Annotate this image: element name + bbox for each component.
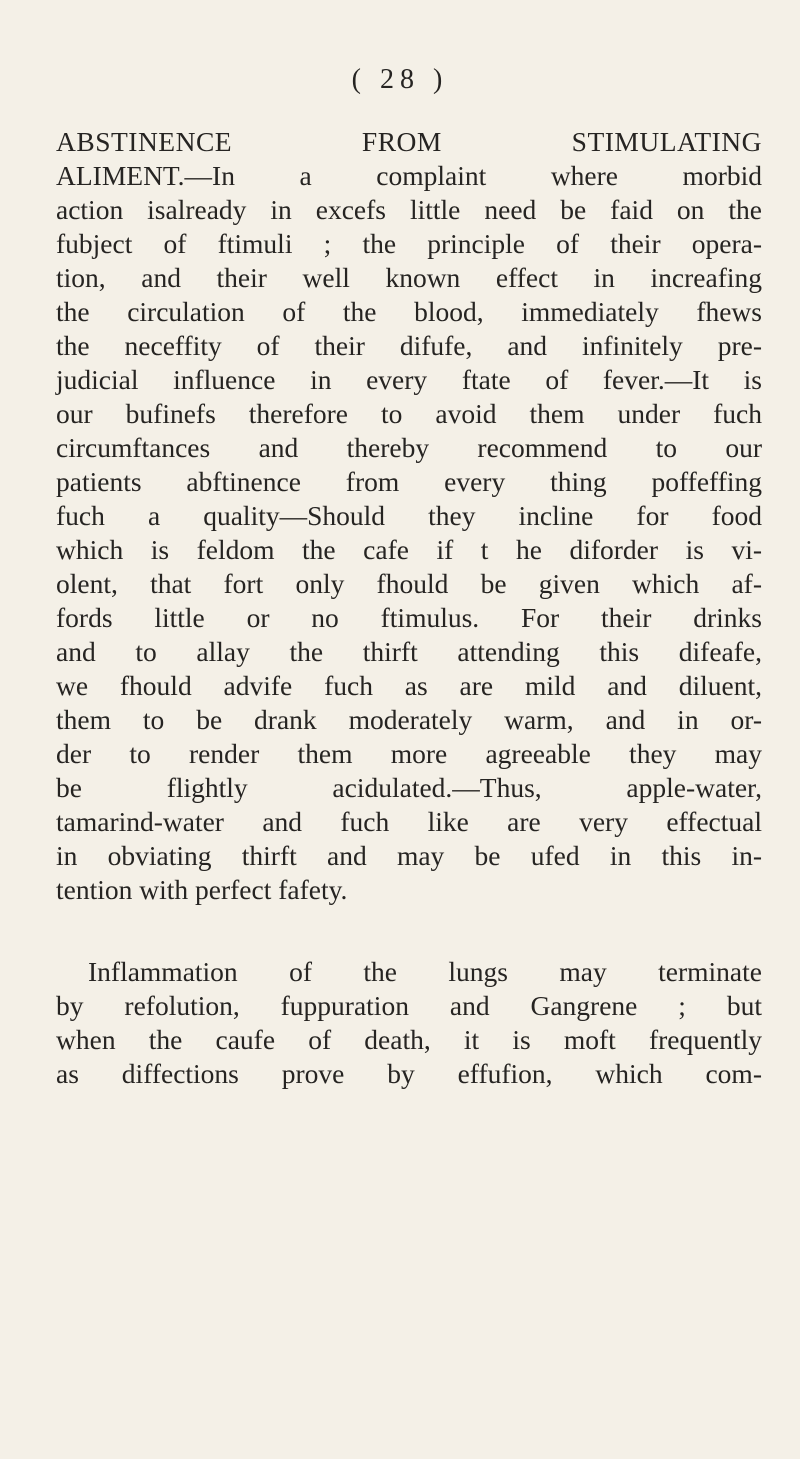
text-line: action isalready in excefs little need be faid on the: [56, 194, 762, 225]
text-line: fuch a quality—Should they incline for food: [56, 500, 762, 531]
text-line: tention with perfect fafety.: [56, 874, 348, 905]
text-line: in obviating thirft and may be ufed in this in-: [56, 840, 762, 871]
text-line: by refolution, fuppuration and Gangrene ; but: [56, 990, 762, 1021]
text-line: tamarind-water and fuch like are very effectual: [56, 806, 762, 837]
text-line: as diffections prove by effufion, which com-: [56, 1058, 762, 1089]
text-line: circumftances and thereby recommend to our: [56, 432, 762, 463]
text-line: our bufinefs therefore to avoid them under fuch: [56, 398, 762, 429]
text-line: the circulation of the blood, immediately fhews: [56, 296, 762, 327]
text-line: patients abftinence from every thing poffeffing: [56, 466, 762, 497]
text-line: the neceffity of their difufe, and infinitely pre-: [56, 330, 762, 361]
text-line: tion, and their well known effect in increafing: [56, 262, 762, 293]
text-line: and to allay the thirft attending this difeafe,: [56, 636, 762, 667]
text-line: them to be drank moderately warm, and in or-: [56, 704, 762, 735]
text-line: be flightly acidulated.—Thus, apple-water,: [56, 772, 762, 803]
text-line: which is feldom the cafe if t he diforder is vi-: [56, 534, 762, 565]
text-line: der to render them more agreeable they may: [56, 738, 762, 769]
text-line: ALIMENT.—In a complaint where morbid: [56, 160, 762, 191]
text-line: fords little or no ftimulus. For their drinks: [56, 602, 762, 633]
text-line: we fhould advife fuch as are mild and diluent,: [56, 670, 762, 701]
text-line: fubject of ftimuli ; the principle of their opera-: [56, 228, 762, 259]
text-line: when the caufe of death, it is moft frequently: [56, 1024, 762, 1055]
text-line: judicial influence in every ftate of fever.—It is: [56, 364, 762, 395]
page-number: ( 28 ): [351, 64, 449, 95]
text-line: olent, that fort only fhould be given which af-: [56, 568, 762, 599]
text-line: ABSTINENCE FROM STIMULATING: [56, 126, 762, 157]
text-line: Inflammation of the lungs may terminate: [88, 956, 762, 987]
